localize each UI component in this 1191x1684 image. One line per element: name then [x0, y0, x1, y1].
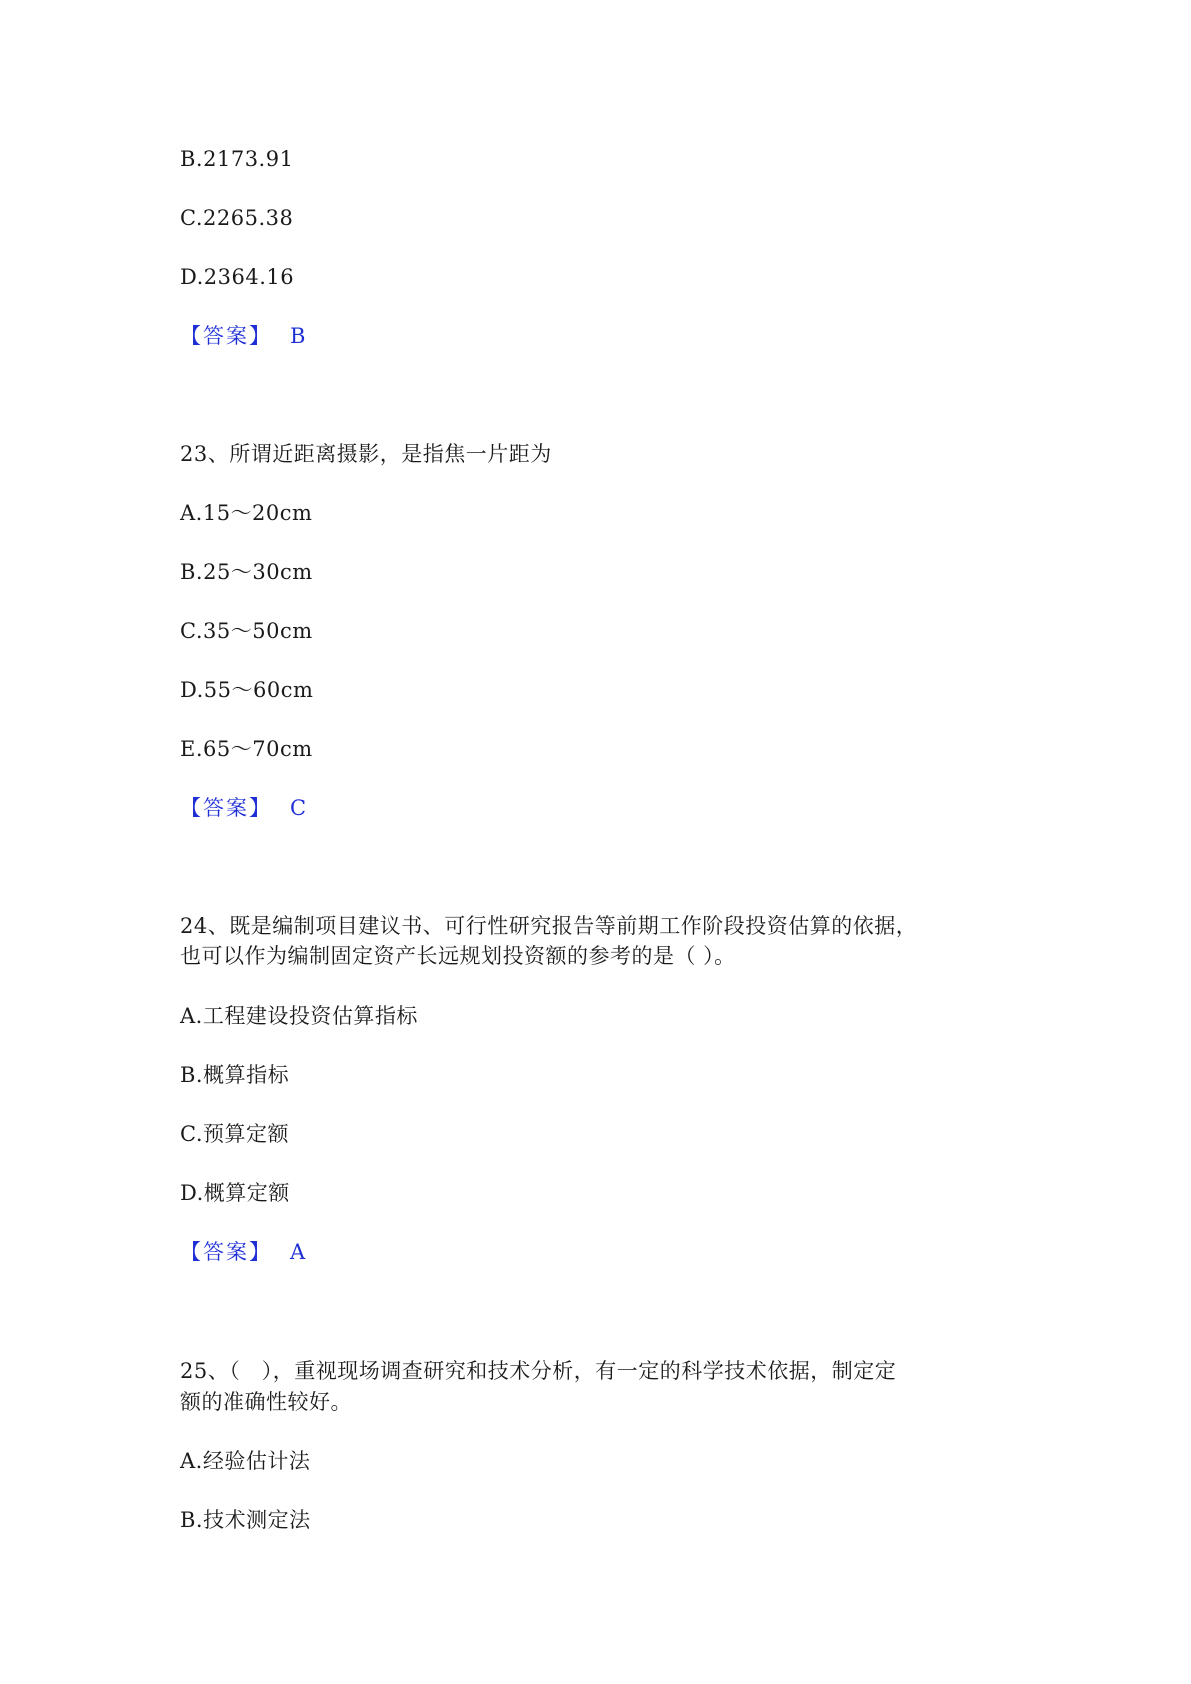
q25-option-b: B.技术测定法	[180, 1508, 311, 1532]
answer-label: 【答案】	[180, 796, 272, 820]
q23-question: 23、所谓近距离摄影，是指焦一片距为	[180, 442, 552, 466]
q23-option-d: D.55～60cm	[180, 678, 314, 702]
q25-option-a: A.经验估计法	[180, 1449, 311, 1473]
q24-question-line-2: 也可以作为编制固定资产长远规划投资额的参考的是（ ）。	[180, 944, 736, 968]
answer-label: 【答案】	[180, 1240, 272, 1264]
q24-option-c: C.预算定额	[180, 1122, 289, 1146]
q23-option-b: B.25～30cm	[180, 560, 313, 584]
q24-option-d: D.概算定额	[180, 1181, 290, 1205]
answer-label: 【答案】	[180, 324, 272, 348]
q25-question-line-2: 额的准确性较好。	[180, 1390, 352, 1414]
q23-answer	[180, 794, 307, 822]
q24-option-a: A.工程建设投资估算指标	[180, 1004, 418, 1028]
q24-answer	[180, 1238, 306, 1266]
q22-option-b: B.2173.91	[180, 147, 294, 171]
answer-value: C	[290, 796, 307, 820]
answer-value: A	[290, 1240, 306, 1264]
q24-question-line-1: 24、既是编制项目建议书、可行性研究报告等前期工作阶段投资估算的依据，	[180, 914, 918, 938]
q24-option-b: B.概算指标	[180, 1063, 290, 1087]
q23-option-e: E.65～70cm	[180, 737, 313, 761]
q22-option-d: D.2364.16	[180, 265, 295, 289]
answer-value: B	[290, 324, 306, 348]
q22-answer	[180, 322, 306, 350]
q23-option-a: A.15～20cm	[180, 501, 313, 525]
q23-option-c: C.35～50cm	[180, 619, 313, 643]
q25-question-line-1: 25、（ ），重视现场调查研究和技术分析，有一定的科学技术依据，制定定	[180, 1359, 897, 1383]
q22-option-c: C.2265.38	[180, 206, 294, 230]
